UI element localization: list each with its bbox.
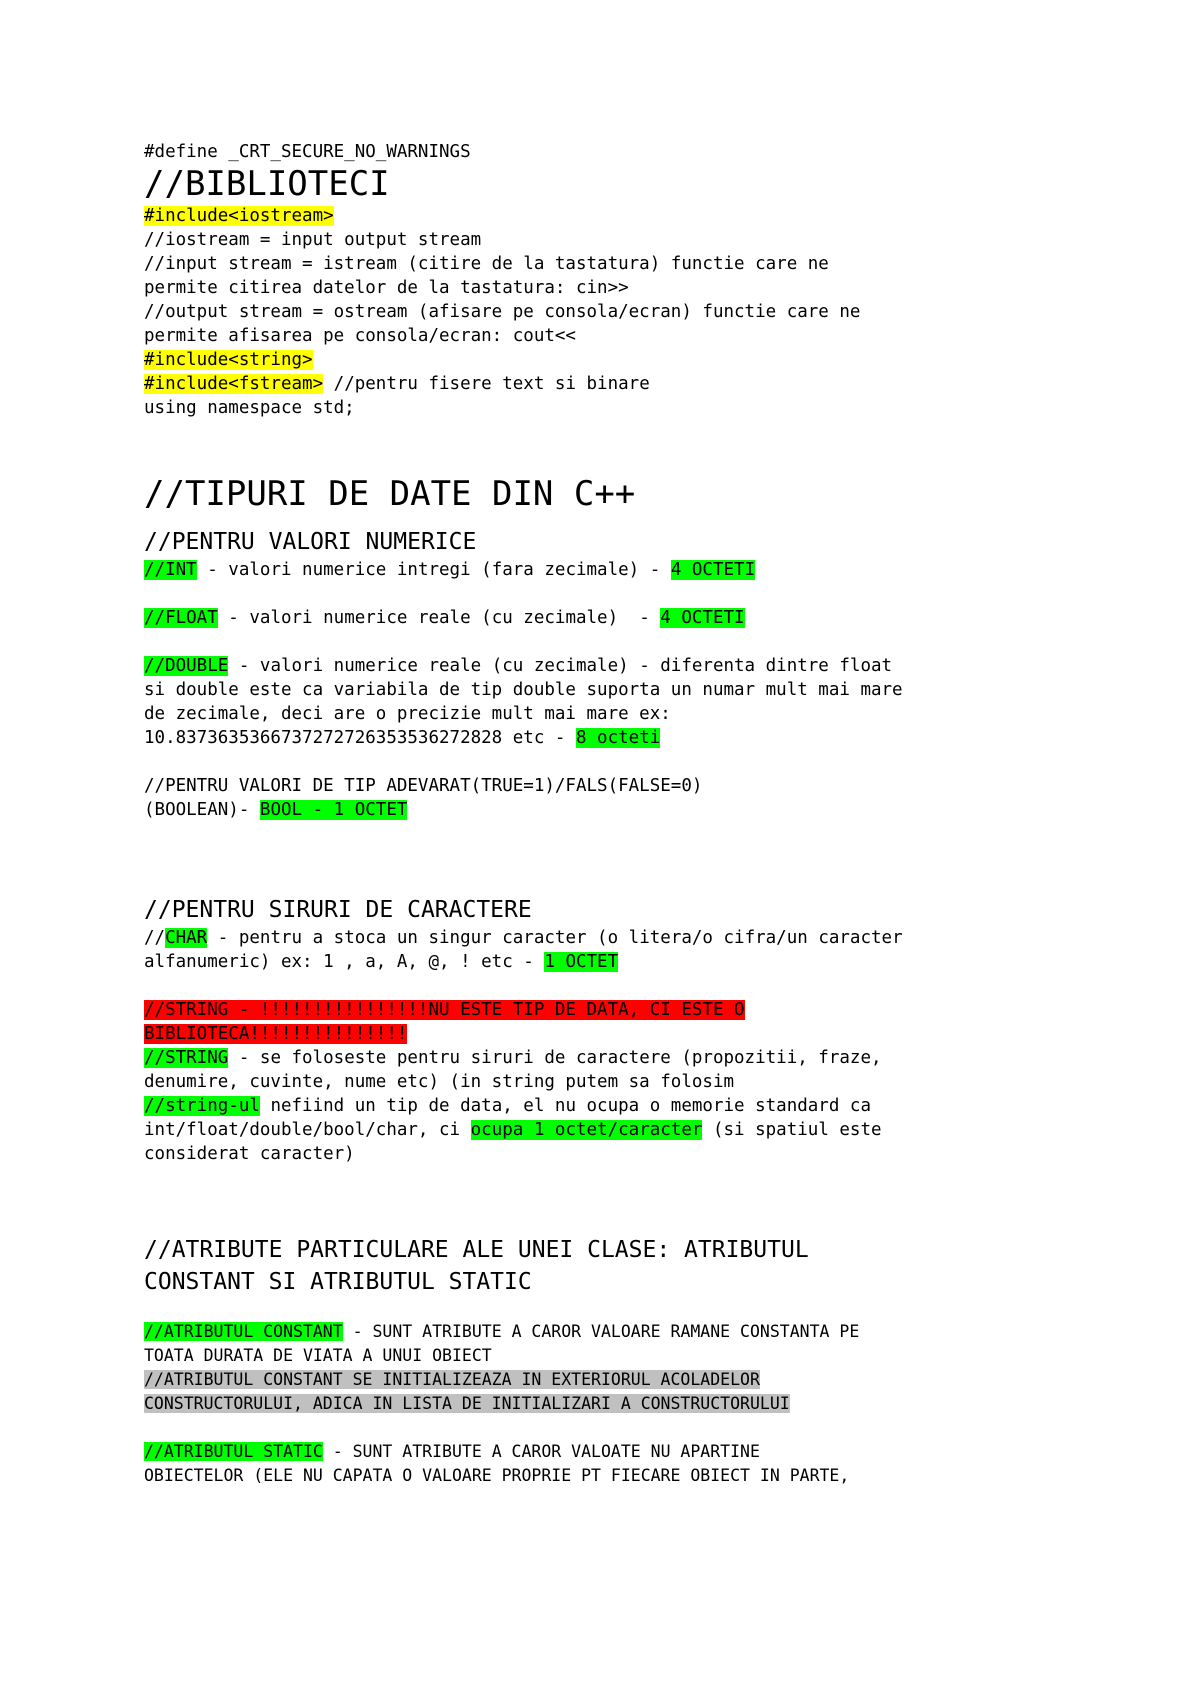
float-label: //FLOAT — [144, 608, 218, 628]
double-line-3: de zecimale, deci are o precizie mult mai mare ex: — [144, 704, 671, 724]
double-label: //DOUBLE — [144, 656, 229, 676]
const-init-2: CONSTRUCTORULUI, ADICA IN LISTA DE INITIALIZARI A CONSTRUCTORULUI — [144, 1394, 790, 1413]
document-page — [144, 140, 1084, 1488]
const-line-1 — [144, 1320, 1084, 1344]
static-desc-1: - SUNT ATRIBUTE A CAROR VALOATE NU APARTINE — [322, 1442, 760, 1461]
using-namespace-line: using namespace std; — [144, 398, 355, 418]
stringul-desc-2a: int/float/double/bool/char, ci — [144, 1120, 471, 1140]
double-desc-4: 10.837363536673727272635353627282​8 etc - — [144, 728, 576, 748]
stringul-line-2 — [144, 1118, 1084, 1142]
string-desc-1: - se foloseste pentru siruri de caractere (propozitii, fraze, — [228, 1048, 882, 1068]
stringul-line-3: considerat caracter) — [144, 1144, 355, 1164]
stringul-label: //string-ul — [144, 1096, 260, 1116]
heading-valori-numerice: //PENTRU VALORI NUMERICE — [144, 529, 477, 555]
const-init-line-2 — [144, 1392, 1084, 1416]
static-line-1 — [144, 1440, 1084, 1464]
include-string-line — [144, 348, 1084, 372]
output-stream-line-2: permite afisarea pe consola/ecran: cout<< — [144, 326, 576, 346]
const-desc-1: - SUNT ATRIBUTE A CAROR VALOARE RAMANE CONSTANTA PE — [342, 1322, 860, 1341]
heading-tipuri-de-date: //TIPURI DE DATE DIN C++ — [144, 474, 636, 514]
stringul-line-1 — [144, 1094, 1084, 1118]
char-size: 1 OCTET — [544, 952, 619, 972]
static-line-2: OBIECTELOR (ELE NU CAPATA O VALOARE PROPRIE PT FIECARE OBIECT IN PARTE, — [144, 1466, 850, 1485]
double-line-4 — [144, 726, 1084, 750]
int-desc: - valori numerice intregi (fara zecimale) - — [196, 560, 671, 580]
bool-line-2 — [144, 798, 1084, 822]
bool-prefix: (BOOLEAN)- — [144, 800, 260, 820]
include-fstream-line — [144, 372, 1084, 396]
int-size: 4 OCTETI — [670, 560, 756, 580]
string-warning-1: //STRING - !!!!!!!!!!!!!!!!NU ESTE TIP DE DATA, CI ESTE O — [144, 1000, 745, 1020]
float-desc: - valori numerice reale (cu zecimale) - — [217, 608, 661, 628]
static-label: //ATRIBUTUL STATIC — [144, 1442, 323, 1461]
const-init-1: //ATRIBUTUL CONSTANT SE INITIALIZEAZA IN EXTERIORUL ACOLADELOR — [144, 1370, 760, 1389]
include-iostream: #include<iostream> — [144, 206, 334, 226]
fstream-comment: //pentru fisere text si binare — [323, 374, 650, 394]
float-line — [144, 606, 1084, 630]
double-line-1 — [144, 654, 1084, 678]
string-line-2: denumire, cuvinte, nume etc) (in string putem sa folosim — [144, 1072, 735, 1092]
stringul-highlight: ocupa 1 octet/caracter — [470, 1120, 703, 1140]
heading-atribute-line-2: CONSTANT SI ATRIBUTUL STATIC — [144, 1269, 532, 1295]
heading-siruri-caractere: //PENTRU SIRURI DE CARACTERE — [144, 897, 532, 923]
input-stream-line-1: //input stream = istream (citire de la tastatura) functie care ne — [144, 254, 829, 274]
const-init-line-1 — [144, 1368, 1084, 1392]
input-stream-line-2: permite citirea datelor de la tastatura: cin>> — [144, 278, 629, 298]
include-iostream-line — [144, 204, 1084, 228]
const-label: //ATRIBUTUL CONSTANT — [144, 1322, 343, 1341]
char-prefix: // — [144, 928, 166, 948]
char-desc-1: - pentru a stoca un singur caracter (o litera/o cifra/un caracter — [207, 928, 903, 948]
float-size: 4 OCTETI — [660, 608, 745, 628]
const-line-2: TOATA DURATA DE VIATA A UNUI OBIECT — [144, 1346, 492, 1365]
define-line: #define _CRT_SECURE_NO_WARNINGS — [144, 142, 471, 162]
int-line — [144, 558, 1084, 582]
double-desc-1: - valori numerice reale (cu zecimale) - diferenta dintre float — [228, 656, 893, 676]
include-fstream: #include<fstream> — [144, 374, 324, 394]
include-string: #include<string> — [144, 350, 313, 370]
char-desc-2: alfanumeric) ex: 1 , a, A, @, ! etc - — [144, 952, 545, 972]
string-label: //STRING — [144, 1048, 229, 1068]
heading-biblioteci: //BIBLIOTECI — [144, 164, 390, 204]
string-warning-2: BIBLIOTECA!!!!!!!!!!!!!!! — [144, 1024, 408, 1044]
char-line-1 — [144, 926, 1084, 950]
bool-line-1: //PENTRU VALORI DE TIP ADEVARAT(TRUE=1)/FALS(FALSE=0) — [144, 776, 703, 796]
string-warning-line-1 — [144, 998, 1084, 1022]
iostream-comment: //iostream = input output stream — [144, 230, 482, 250]
output-stream-line-1: //output stream = ostream (afisare pe consola/ecran) functie care ne — [144, 302, 861, 322]
string-warning-line-2 — [144, 1022, 1084, 1046]
double-size: 8 octeti — [575, 728, 661, 748]
char-line-2 — [144, 950, 1084, 974]
double-line-2: si double este ca variabila de tip double suporta un numar mult mai mare — [144, 680, 903, 700]
int-label: //INT — [144, 560, 197, 580]
char-label: CHAR — [165, 928, 208, 948]
bool-size: BOOL - 1 OCTET — [259, 800, 408, 820]
stringul-desc-2b: (si spatiul este — [702, 1120, 882, 1140]
stringul-desc-1: nefiind un tip de data, el nu ocupa o memorie standard ca — [259, 1096, 871, 1116]
heading-atribute-line-1: //ATRIBUTE PARTICULARE ALE UNEI CLASE: ATRIBUTUL — [144, 1237, 809, 1263]
string-line-1 — [144, 1046, 1084, 1070]
